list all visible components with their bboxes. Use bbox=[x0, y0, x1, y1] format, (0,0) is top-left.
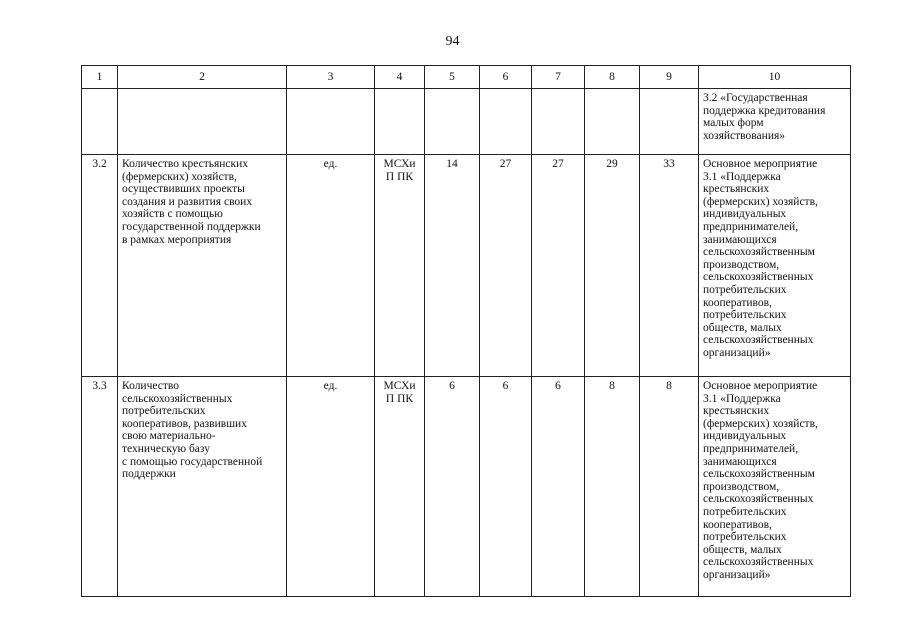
unit-cell: ед. bbox=[287, 377, 375, 597]
responsible-text: МСХи П ПК bbox=[383, 158, 416, 183]
value-cell bbox=[425, 89, 480, 155]
row-number-cell: 3.2 bbox=[82, 155, 118, 377]
value-cell: 27 bbox=[480, 155, 532, 377]
row-number-cell: 3.3 bbox=[82, 377, 118, 597]
column-header: 1 bbox=[82, 66, 118, 89]
value-cell: 14 bbox=[425, 155, 480, 377]
column-header: 4 bbox=[375, 66, 425, 89]
row-number-cell bbox=[82, 89, 118, 155]
value-cell: 8 bbox=[640, 377, 699, 597]
value-cell: 27 bbox=[532, 155, 585, 377]
table-row bbox=[82, 377, 851, 597]
column-header: 5 bbox=[425, 66, 480, 89]
unit-cell: ед. bbox=[287, 155, 375, 377]
measure-text: Основное мероприятие 3.1 «Поддержка крестьянских (фермерских) хозяйств, индивидуальных предпринимателей, занимающихся сельскохозяйственным производством, сельскохозяйственных потребительских кооперативов, потребительских обществ, малых сельскохозяйственных организаций» bbox=[703, 380, 818, 581]
responsible-cell bbox=[375, 377, 425, 597]
indicator-name-text: Количество сельскохозяйственных потребительских кооперативов, развивших свою материально- техническую базу с помощью государственной поддержки bbox=[122, 380, 263, 481]
indicator-name-text: Количество крестьянских (фермерских) хозяйств, осуществивших проекты создания и развития своих хозяйств с помощью государственной поддержки в рамках мероприятия bbox=[122, 158, 261, 246]
measure-text: Основное мероприятие 3.1 «Поддержка крестьянских (фермерских) хозяйств, индивидуальных предпринимателей, занимающихся сельскохозяйственным производством, сельскохозяйственных потребительских кооперативов, потребительских обществ, малых сельскохозяйственных организаций» bbox=[703, 158, 818, 359]
table-header-row bbox=[82, 66, 851, 89]
table-row bbox=[82, 155, 851, 377]
measure-text: 3.2 «Государственная поддержка кредитования малых форм хозяйствования» bbox=[703, 92, 826, 142]
unit-cell bbox=[287, 89, 375, 155]
value-cell: 6 bbox=[425, 377, 480, 597]
page-number: 94 bbox=[445, 34, 460, 49]
value-cell bbox=[640, 89, 699, 155]
column-header: 2 bbox=[118, 66, 287, 89]
column-header: 9 bbox=[640, 66, 699, 89]
indicator-name-cell bbox=[118, 89, 287, 155]
indicators-table bbox=[81, 65, 851, 597]
value-cell: 29 bbox=[585, 155, 640, 377]
measure-cell bbox=[699, 155, 851, 377]
value-cell bbox=[480, 89, 532, 155]
column-header: 6 bbox=[480, 66, 532, 89]
column-header: 7 bbox=[532, 66, 585, 89]
value-cell bbox=[585, 89, 640, 155]
value-cell: 8 bbox=[585, 377, 640, 597]
column-header: 10 bbox=[699, 66, 851, 89]
measure-cell bbox=[699, 89, 851, 155]
responsible-cell bbox=[375, 155, 425, 377]
value-cell: 6 bbox=[480, 377, 532, 597]
column-header: 8 bbox=[585, 66, 640, 89]
indicator-name-cell bbox=[118, 155, 287, 377]
value-cell: 6 bbox=[532, 377, 585, 597]
value-cell bbox=[532, 89, 585, 155]
responsible-cell bbox=[375, 89, 425, 155]
value-cell: 33 bbox=[640, 155, 699, 377]
responsible-text: МСХи П ПК bbox=[383, 380, 416, 405]
table-row bbox=[82, 89, 851, 155]
column-header: 3 bbox=[287, 66, 375, 89]
measure-cell bbox=[699, 377, 851, 597]
indicator-name-cell bbox=[118, 377, 287, 597]
